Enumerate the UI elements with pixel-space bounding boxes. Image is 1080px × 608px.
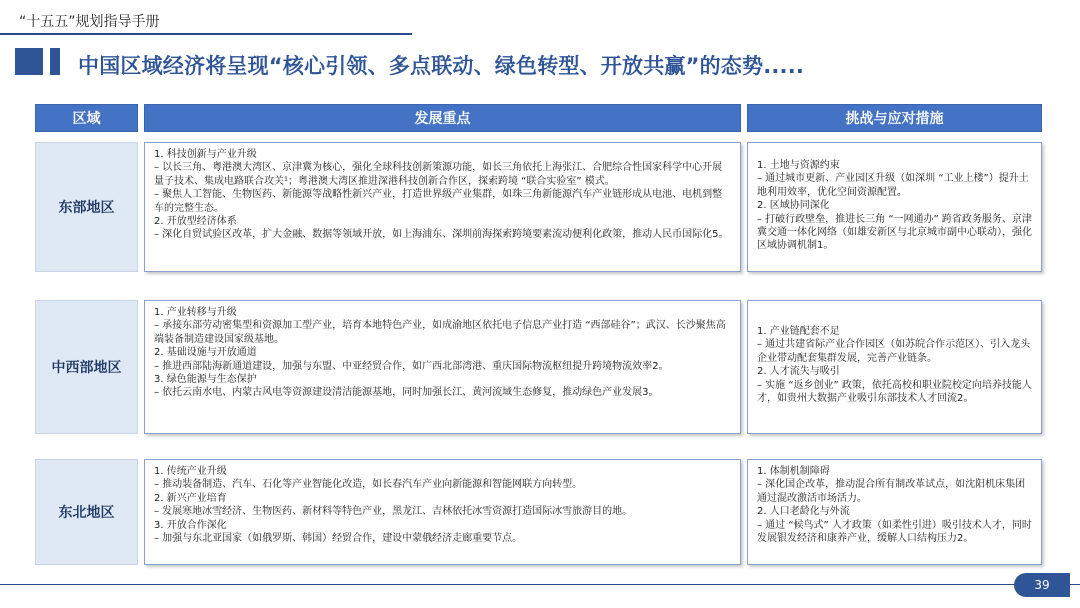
text-line: 3. 绿色能源与生态保护 <box>154 374 257 386</box>
text-line: 1. 科技创新与产业升级 <box>154 149 257 160</box>
region-cell-east: 东部地区 <box>35 142 138 272</box>
text-line: – 深化国企改革，推动混合所有制改革试点，如沈阳机床集团通过混改激活市场活力。 <box>757 479 1026 504</box>
text-line: – 实施 “返乡创业” 政策，依托高校和职业院校定向培养技能人才，如贵州大数据产业吸引东部技术人才回流2。 <box>757 379 1032 405</box>
text-line: 1. 传统产业升级 <box>154 466 227 477</box>
text-line: 2. 人才流失与吸引 <box>757 366 840 378</box>
text-line: 2. 新兴产业培育 <box>154 492 227 504</box>
slide-heading: 中国区域经济将呈现“核心引领、多点联动、绿色转型、开放共赢”的态势..... <box>78 54 805 78</box>
challenges-cell-northeast <box>747 459 1042 565</box>
text-line: 2. 基础设施与开放通道 <box>154 347 257 359</box>
text-line: – 聚焦人工智能、生物医药、新能源等战略性新兴产业，打造世界级产业集群，如珠三角新能源汽车产业链形成从电池、电机到整车的完整生态。 <box>154 189 723 214</box>
top-rule <box>0 33 412 35</box>
page-number: 39 <box>1014 573 1070 597</box>
text-line: – 通过 “候鸟式” 人才政策（如柔性引进）吸引技术人才，同时发展银发经济和康养产业，缓解人口结构压力2。 <box>757 519 1032 545</box>
text-line: 1. 产业链配套不足 <box>757 326 840 337</box>
text-line: 1. 产业转移与升级 <box>154 307 237 318</box>
text-line: – 推进西部陆海新通道建设，加强与东盟、中亚经贸合作，如广西北部湾港、重庆国际物流枢纽提升跨境物流效率2。 <box>154 360 669 372</box>
text-line: 3. 开放合作深化 <box>154 519 227 531</box>
focus-cell-central-west <box>144 300 741 434</box>
header-focus: 发展重点 <box>144 104 741 132</box>
text-line: 2. 人口老龄化与外流 <box>757 506 850 518</box>
text-line: 1. 体制机制障碍 <box>757 466 830 477</box>
text-line: – 打破行政壁垒，推进长三角 “一网通办” 跨省政务服务、京津冀交通一体化网络（如雄安新区与北京城市副中心联动），强化区域协调机制1。 <box>757 213 1032 252</box>
bottom-rule <box>0 584 1080 585</box>
text-line: – 发展寒地冰雪经济、生物医药、新材料等特色产业，黑龙江、吉林依托冰雪资源打造国际冰雪旅游目的地。 <box>154 506 633 518</box>
challenges-cell-central-west <box>747 300 1042 434</box>
text-line: – 深化自贸试验区改革，扩大金融、数据等领域开放，如上海浦东、深圳前海探索跨境要素流动便利化政策，推动人民币国际化5。 <box>154 229 729 241</box>
text-line: – 通过共建省际产业合作园区（如苏皖合作示范区）、引入龙头企业带动配套集群发展，完善产业链条。 <box>757 339 1031 364</box>
heading-marker-thin <box>50 48 60 75</box>
text-line: – 推动装备制造、汽车、石化等产业智能化改造，如长春汽车产业向新能源和智能网联方向转型。 <box>154 479 583 491</box>
text-line: – 承接东部劳动密集型和资源加工型产业，培育本地特色产业，如成渝地区依托电子信息产业打造 “西部硅谷”；武汉、长沙聚焦高端装备制造建设国家级基地。 <box>154 320 726 345</box>
region-cell-northeast: 东北地区 <box>35 459 138 565</box>
text-line: – 依托云南水电、内蒙古风电等资源建设清洁能源基地，同时加强长江、黄河流域生态修复，推动绿色产业发展3。 <box>154 387 659 399</box>
text-line: 2. 开放型经济体系 <box>154 216 237 228</box>
heading-marker <box>15 48 43 75</box>
focus-cell-east <box>144 142 741 272</box>
header-challenges: 挑战与应对措施 <box>747 104 1042 132</box>
text-line: 1. 土地与资源约束 <box>757 160 840 171</box>
text-line: – 通过城市更新、产业园区升级（如深圳 “工业上楼”）提升土地利用效率，优化空间资源配置。 <box>757 173 1029 198</box>
document-title: “十五五”规划指导手册 <box>19 14 160 30</box>
challenges-cell-east <box>747 142 1042 272</box>
region-cell-central-west: 中西部地区 <box>35 300 138 434</box>
text-line: – 以长三角、粤港澳大湾区、京津冀为核心，强化全球科技创新策源功能，如长三角依托上海张江、合肥综合性国家科学中心开展量子技术、集成电路联合攻关¹；粤港澳大湾区推进深港科技创新合作区，探索跨境 “联合实验室” 模式。 <box>154 162 723 187</box>
text-line: – 加强与东北亚国家（如俄罗斯、韩国）经贸合作，建设中蒙俄经济走廊重要节点。 <box>154 533 523 545</box>
focus-cell-northeast <box>144 459 741 565</box>
text-line: 2. 区域协同深化 <box>757 200 830 212</box>
header-region: 区域 <box>35 104 138 132</box>
